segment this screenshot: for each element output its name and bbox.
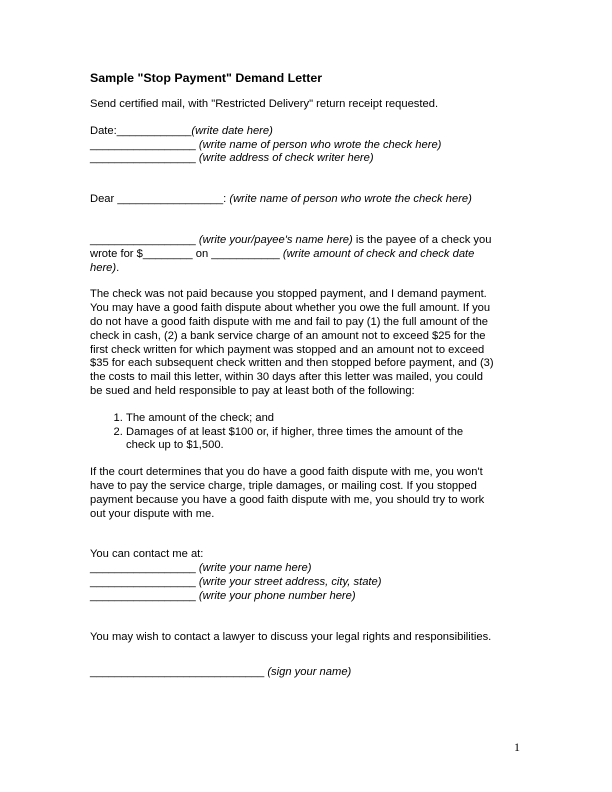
page-number: 1 [514, 740, 520, 754]
letter-title: Sample "Stop Payment" Demand Letter [90, 71, 323, 85]
list-item: 2. Damages of at least $100 or, if higher, three times the amount of the check up to $1,500. [126, 426, 524, 454]
recipient-address-hint: (write address of check writer here) [198, 152, 374, 165]
obligations-list [90, 412, 524, 453]
recipient-name-blank: _________________ [90, 138, 196, 151]
recipient-address-line [90, 152, 524, 166]
date-blank: Date:____________ [90, 124, 192, 137]
contact-address-hint: (write your street address, city, state) [198, 575, 382, 588]
payee-paragraph [90, 234, 524, 275]
paragraph-line: payment because you have a good faith dispute with me, you should try to work [90, 493, 485, 506]
payee-hint: (write your/payee's name here) [198, 233, 353, 246]
salutation-hint: (write name of person who wrote the check here) [229, 193, 472, 206]
letter-page [90, 71, 524, 680]
list-item: 1. The amount of the check; and [126, 412, 524, 426]
paragraph-line: be sued and held responsible to pay at least both of the following: [90, 384, 415, 397]
paragraph-line: out your dispute with me. [90, 507, 215, 520]
contact-name-line: _________________ (write your name here) [90, 562, 312, 575]
signature-blank: ____________________________ [90, 666, 265, 679]
court-paragraph [90, 466, 524, 521]
date-line [90, 125, 524, 139]
recipient-name-line [90, 139, 524, 153]
paragraph-line: If the court determines that you do have a good faith dispute with me, you won't [90, 466, 483, 479]
salutation-prefix: Dear _________________: [90, 193, 227, 206]
paragraph-line: check in cash, (2) a bank service charge of an amount not to exceed $25 for the [90, 329, 486, 342]
recipient-address-blank: _________________ [90, 152, 196, 165]
mailing-instruction: Send certified mail, with "Restricted Delivery" return receipt requested. [90, 98, 439, 110]
check-amount-date-hint: (write amount of check and check date [282, 247, 475, 260]
paragraph-line: do not have a good faith dispute with me and fail to pay (1) the full amount of the [90, 315, 489, 328]
date-hint: (write date here) [191, 124, 273, 137]
signature-line [90, 666, 524, 680]
contact-intro: You can contact me at: [90, 548, 204, 561]
contact-block [90, 548, 524, 603]
lawyer-note: You may wish to contact a lawyer to discuss your legal rights and responsibilities. [90, 630, 492, 643]
contact-phone-line: _________________ (write your phone number here) [90, 589, 356, 602]
check-amount-date-hint-cont: here) [90, 261, 117, 274]
paragraph-line: The check was not paid because you stopped payment, and I demand payment. [90, 288, 487, 301]
payee-text: is the payee of a check you [355, 233, 492, 246]
paragraph-line: have to pay the service charge, triple damages, or mailing cost. If you stopped [90, 479, 477, 492]
payee-period: . [116, 261, 120, 274]
contact-phone-hint: (write your phone number here) [198, 589, 356, 602]
contact-address-line: _________________ (write your street address, city, state) [90, 575, 382, 588]
contact-name-hint: (write your name here) [198, 562, 312, 575]
paragraph-line: You may have a good faith dispute about whether you owe the full amount. If you [90, 302, 491, 315]
paragraph-line: $35 for each subsequent check written and then stopped before payment, and (3) [90, 357, 494, 370]
paragraph-line: first check written for which payment was stopped and an amount not to exceed [90, 343, 485, 356]
signature-hint: (sign your name) [267, 666, 352, 679]
check-amount-date-blank: wrote for $________ on ___________ [90, 247, 280, 260]
demand-paragraph [90, 288, 524, 398]
paragraph-line: the costs to mail this letter, within 30 days after this letter was mailed, you could [90, 371, 483, 384]
recipient-name-hint: (write name of person who wrote the check here) [198, 138, 442, 151]
payee-blank: _________________ [90, 233, 196, 246]
salutation [90, 193, 524, 207]
